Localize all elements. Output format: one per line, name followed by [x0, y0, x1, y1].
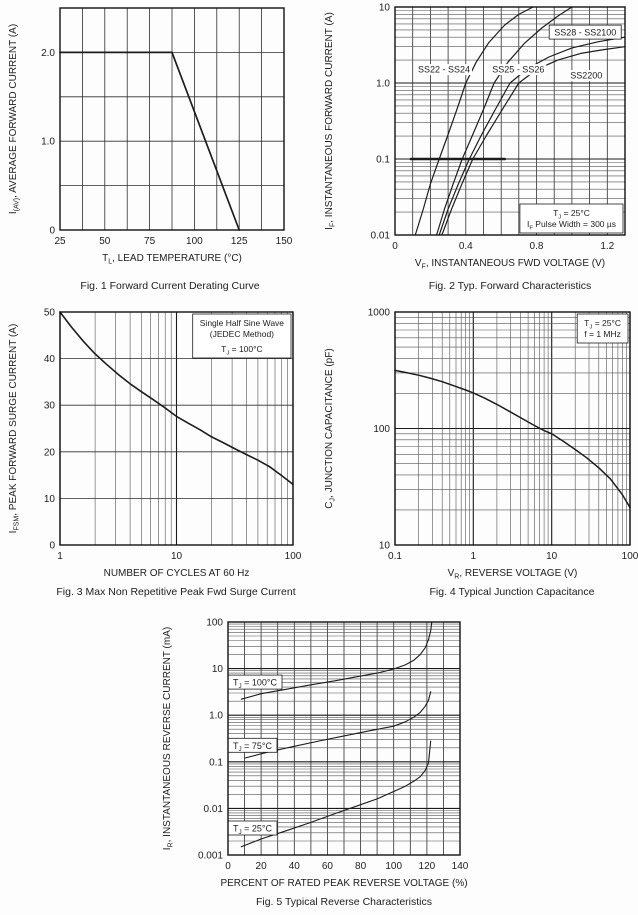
svg-text:TJ = 100°C: $T_J = 100^\circ C$ [221, 344, 263, 357]
svg-text:TJ = 100°C: $T_J = 100^\circ C$ [233, 677, 278, 690]
annotation-box [520, 204, 623, 233]
svg-text:1.2: 1.2 [600, 241, 615, 252]
data-curves [411, 7, 625, 235]
svg-text:10: 10 [546, 551, 558, 562]
svg-text:100: 100 [206, 617, 223, 629]
fig3-caption: Fig. 3 Max Non Repetitive Peak Fwd Surge Current [56, 586, 296, 598]
figure-forward-current-derating [0, 0, 318, 300]
svg-text:1000: 1000 [367, 307, 390, 319]
svg-text:TJ = 25°C: $T_J = 25^\circ C$ [584, 318, 622, 331]
svg-text:80: 80 [355, 861, 367, 872]
series-junction-capacitance [395, 370, 630, 507]
annotation-box [193, 314, 291, 358]
svg-text:TJ = 25°C: $T_J = 25^\circ C$ [553, 208, 590, 221]
svg-text:Single Half Sine Wave: Single Half Sine Wave [199, 318, 285, 328]
svg-text:100: 100 [186, 236, 203, 247]
gridlines [395, 7, 625, 235]
svg-text:0.01: 0.01 [370, 230, 390, 242]
curve-label [416, 64, 472, 75]
fig3-chart [0, 295, 318, 585]
curve-label [228, 738, 277, 753]
fig5-caption: Fig. 5 Typical Reverse Characteristics [255, 896, 433, 908]
tick-labels [41, 48, 293, 247]
y-axis-label: $I_{FSM}$, PEAK FORWARD SURGE CURRENT (A) [8, 323, 21, 534]
svg-text:f = 1 MHz: f = 1 MHz [584, 329, 621, 339]
gridlines [60, 8, 284, 230]
svg-text:100: 100 [373, 424, 390, 435]
svg-text:10: 10 [378, 540, 390, 552]
y-axis-label: $I_F$, INSTANTANEOUS FORWARD CURRENT (A) [324, 12, 337, 230]
y-axis-label: $C_J$, JUNCTION CAPACITANCE (pF) [324, 348, 337, 509]
svg-text:0: 0 [392, 241, 398, 252]
svg-text:SS2200: SS2200 [570, 70, 603, 81]
series-SS22-SS24 [415, 7, 533, 235]
svg-text:10: 10 [211, 664, 223, 676]
svg-text:TJ = 25°C: $T_J = 25^\circ C$ [233, 823, 273, 836]
svg-text:0.1: 0.1 [388, 551, 402, 562]
svg-text:1: 1 [470, 551, 477, 562]
svg-text:100: 100 [284, 551, 302, 562]
svg-text:10: 10 [378, 2, 390, 14]
svg-text:75: 75 [144, 236, 156, 247]
curve-label [549, 25, 621, 39]
figure-typical-reverse-characteristics [0, 608, 638, 915]
y-axis-label: $I_R$, INSTANTANEOUS REVERSE CURRENT (mA) [162, 626, 175, 851]
x-axis-label: PERCENT OF RATED PEAK REVERSE VOLTAGE (%) [220, 878, 468, 889]
svg-text:10: 10 [170, 551, 183, 562]
svg-text:TJ = 75°C: $T_J = 75^\circ C$ [233, 740, 273, 754]
svg-text:25: 25 [54, 236, 66, 247]
svg-text:0: 0 [49, 540, 55, 552]
svg-text:125: 125 [230, 236, 248, 247]
svg-text:SS25 - SS26: SS25 - SS26 [492, 64, 545, 75]
plot-border [395, 7, 625, 235]
svg-text:30: 30 [43, 400, 55, 412]
svg-text:0.4: 0.4 [458, 241, 473, 252]
annotation-box [577, 314, 628, 343]
svg-text:10: 10 [43, 493, 55, 505]
fig4-chart [318, 295, 638, 585]
tick-labels [368, 308, 638, 563]
fig2-chart [318, 0, 638, 276]
svg-text:0.001: 0.001 [197, 850, 223, 862]
fig2-caption: Fig. 2 Typ. Forward Characteristics [428, 280, 592, 292]
svg-text:0.8: 0.8 [529, 241, 544, 252]
svg-text:100: 100 [621, 551, 638, 562]
svg-text:1.0: 1.0 [209, 710, 223, 722]
svg-text:IF Pulse Width = 300 µs: $I_F$ Pulse Width = 300 µs [526, 219, 617, 232]
svg-text:0.1: 0.1 [376, 154, 390, 166]
x-axis-label: $V_F$, INSTANTANEOUS FWD VOLTAGE (V) [414, 258, 606, 271]
svg-text:SS28 - SS2100: SS28 - SS2100 [554, 27, 617, 38]
series-SS25-SS26 [437, 7, 572, 235]
svg-text:1: 1 [57, 551, 63, 562]
svg-text:40: 40 [288, 861, 300, 872]
figure-typical-forward-characteristics [318, 0, 638, 300]
svg-text:2.0: 2.0 [41, 47, 55, 59]
svg-text:40: 40 [43, 354, 55, 366]
curve-label [228, 821, 277, 836]
y-axis-label: $I_{(AV)}$, AVERAGE FORWARD CURRENT (A) [8, 23, 21, 215]
svg-text:100: 100 [385, 861, 403, 872]
fig1-caption: Fig. 1 Forward Current Derating Curve [80, 280, 260, 292]
svg-text:0.1: 0.1 [209, 757, 223, 769]
svg-text:60: 60 [321, 861, 333, 872]
figure-typical-junction-capacitance [318, 295, 638, 610]
fig5-chart [0, 608, 638, 892]
svg-text:150: 150 [275, 236, 293, 247]
svg-text:SS22 - SS24: SS22 - SS24 [418, 64, 471, 75]
curve-label [228, 675, 282, 690]
fig4-caption: Fig. 4 Typical Junction Capacitance [429, 586, 595, 598]
data-curves [395, 370, 630, 507]
svg-text:20: 20 [255, 861, 267, 872]
svg-text:(JEDEC Method): (JEDEC Method) [209, 329, 275, 339]
svg-text:1.0: 1.0 [41, 136, 55, 148]
figure-peak-forward-surge-current [0, 295, 318, 610]
x-axis-label: $V_R$, REVERSE VOLTAGE (V) [447, 568, 578, 581]
fig1-chart [0, 0, 318, 276]
curve-label [568, 70, 604, 81]
svg-text:50: 50 [99, 236, 111, 247]
svg-text:0.01: 0.01 [203, 803, 223, 815]
x-axis-label: $T_L$, LEAD TEMPERATURE (°C) [102, 253, 242, 266]
svg-text:50: 50 [43, 307, 55, 319]
x-axis-label: NUMBER OF CYCLES AT 60 Hz [103, 568, 250, 579]
svg-text:0: 0 [225, 861, 231, 872]
curve-label [490, 64, 546, 75]
svg-text:20: 20 [43, 447, 55, 459]
svg-text:120: 120 [418, 861, 436, 872]
svg-text:0: 0 [49, 225, 55, 237]
svg-text:140: 140 [451, 861, 469, 872]
gridlines [395, 312, 630, 545]
svg-text:1.0: 1.0 [376, 78, 390, 90]
